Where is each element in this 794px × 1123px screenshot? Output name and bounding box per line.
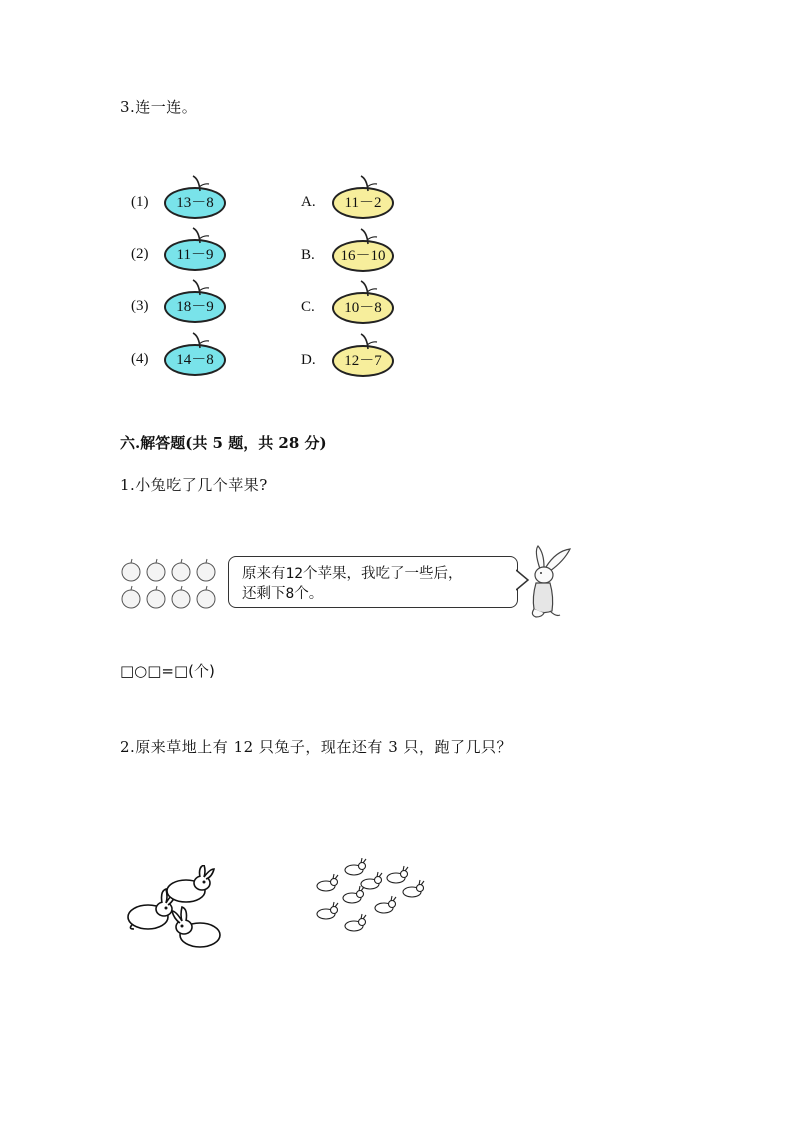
speech-bubble <box>228 556 518 608</box>
apple-expression: 12－7 <box>344 353 382 369</box>
apple-icon <box>147 559 165 581</box>
apple-icon <box>197 586 215 608</box>
apple-right-a[interactable] <box>332 187 394 219</box>
apple-icon <box>172 559 190 581</box>
left-label-2: (2) <box>131 246 149 262</box>
apple-expression: 13－8 <box>176 195 214 211</box>
rabbit-icon <box>361 872 382 889</box>
apple-stem-icon <box>166 173 228 193</box>
section-title: 六.解答题(共 5 题，共 28 分) <box>120 434 327 452</box>
bubble-line-2: 还剩下8个。 <box>242 586 324 602</box>
apple-stem-icon <box>334 278 396 298</box>
apple-expression: 16－10 <box>340 248 386 264</box>
apple-expression: 11－9 <box>176 247 214 263</box>
apple-stem-icon <box>166 225 228 245</box>
apple-stem-icon <box>334 173 396 193</box>
apple-expression: 18－9 <box>176 299 214 315</box>
apple-icon <box>197 559 215 581</box>
right-label-c: C. <box>301 299 315 315</box>
rabbits-group-small <box>312 858 432 938</box>
apple-stem-icon <box>334 331 396 351</box>
apple-icon <box>122 559 140 581</box>
right-label-d: D. <box>301 352 316 368</box>
rabbit-icon <box>403 880 424 897</box>
rabbit-icon <box>317 902 338 919</box>
bubble-line-1: 原来有12个苹果，我吃了一些后， <box>242 566 463 582</box>
rabbits-group-large <box>120 865 235 955</box>
apple-expression: 14－8 <box>176 352 214 368</box>
right-label-a: A. <box>301 194 316 210</box>
apple-icon <box>122 586 140 608</box>
p1-title: 1.小兔吃了几个苹果? <box>120 476 268 494</box>
apple-right-b[interactable] <box>332 240 394 272</box>
apple-icon <box>172 586 190 608</box>
rabbit-icon <box>345 858 366 875</box>
answer-template[interactable]: □○□=□(个) <box>120 662 215 680</box>
rabbit-icon <box>317 874 338 891</box>
rabbit-icon <box>167 865 214 902</box>
rabbit-icon <box>172 907 220 947</box>
apples-illustration <box>120 558 222 612</box>
apple-icon <box>147 586 165 608</box>
left-label-3: (3) <box>131 298 149 314</box>
apple-left-4[interactable] <box>164 344 226 376</box>
apple-left-1[interactable] <box>164 187 226 219</box>
q3-title: 3.连一连。 <box>120 98 198 116</box>
apple-left-3[interactable] <box>164 291 226 323</box>
apple-right-d[interactable] <box>332 345 394 377</box>
left-label-4: (4) <box>131 351 149 367</box>
apple-left-2[interactable] <box>164 239 226 271</box>
rabbit-icon <box>345 914 366 931</box>
right-label-b: B. <box>301 247 315 263</box>
rabbit-icon <box>375 896 396 913</box>
apple-stem-icon <box>334 226 396 246</box>
apple-expression: 11－2 <box>344 195 382 211</box>
rabbit-icon <box>387 866 408 883</box>
apple-right-c[interactable] <box>332 292 394 324</box>
apple-stem-icon <box>166 330 228 350</box>
apple-expression: 10－8 <box>344 300 382 316</box>
rabbit-icon <box>520 545 576 621</box>
p2-title: 2.原来草地上有 12 只兔子，现在还有 3 只，跑了几只？ <box>120 738 513 756</box>
left-label-1: (1) <box>131 194 149 210</box>
rabbit-icon <box>343 886 364 903</box>
apple-stem-icon <box>166 277 228 297</box>
